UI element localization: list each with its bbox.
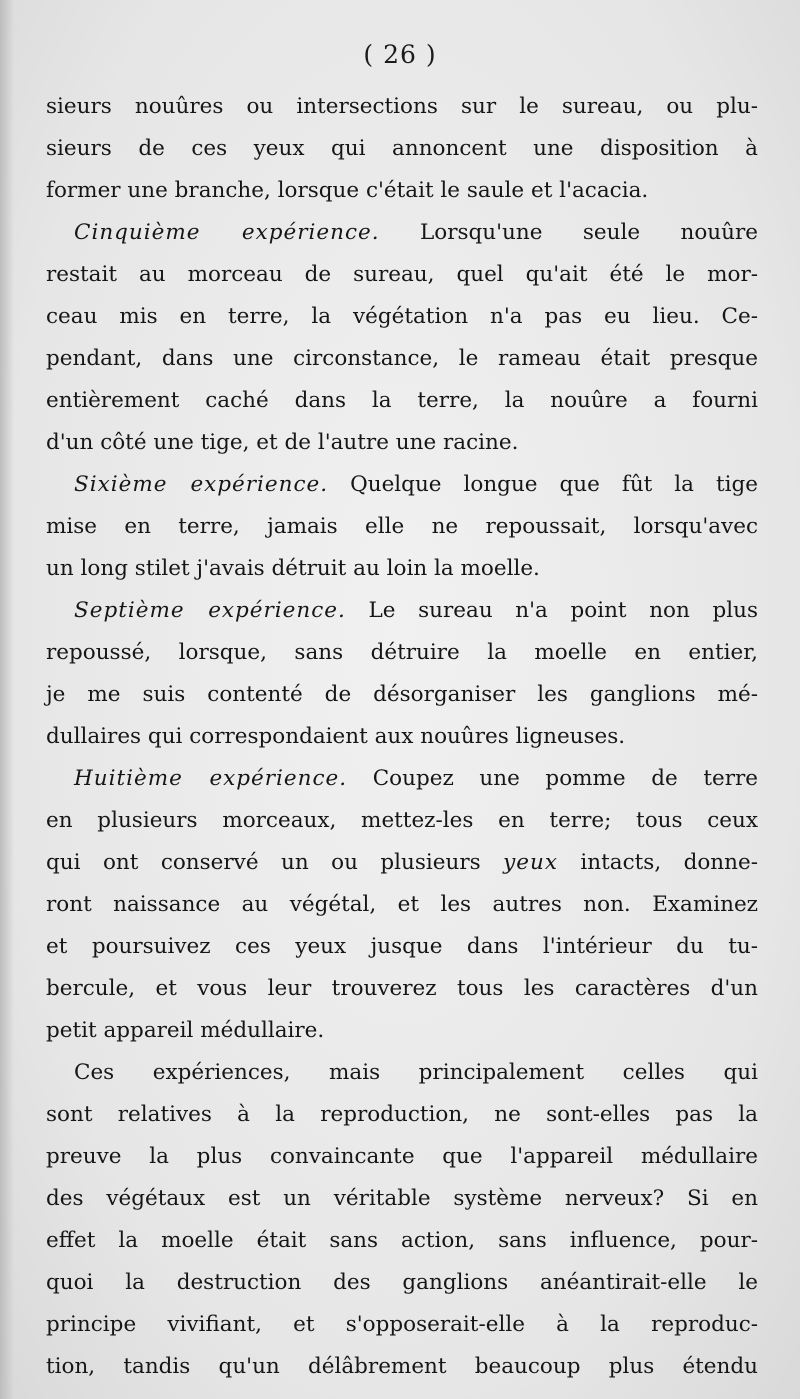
- text-line: [46, 716, 758, 758]
- text-segment: principe vivifiant, et s'opposerait-elle à la reproduc-: [46, 1312, 758, 1337]
- text-segment: Ces expériences, mais principalement celles qui: [74, 1060, 758, 1085]
- text-segment: sieurs nouûres ou intersections sur le sureau, ou plu-: [46, 94, 758, 119]
- text-segment: je me suis contenté de désorganiser les ganglions mé-: [46, 682, 758, 707]
- text-line: [46, 632, 758, 674]
- text-line: [46, 212, 758, 254]
- text-line: [46, 1178, 758, 1220]
- text-segment: repoussé, lorsque, sans détruire la moelle en entier,: [46, 640, 758, 665]
- text-segment: restait au morceau de sureau, quel qu'ait été le mor-: [46, 262, 758, 287]
- text-line: [46, 506, 758, 548]
- text-line: [46, 758, 758, 800]
- text-line: [46, 926, 758, 968]
- text-segment: effet la moelle était sans action, sans influence, pour-: [46, 1228, 758, 1253]
- text-segment: quoi la destruction des ganglions anéantirait-elle le: [46, 1270, 758, 1295]
- text-line: [46, 1262, 758, 1304]
- body-text: [46, 86, 758, 1388]
- page-edge-shadow: [0, 0, 14, 1399]
- text-line: [46, 86, 758, 128]
- text-segment: mise en terre, jamais elle ne repoussait, lorsqu'avec: [46, 514, 758, 539]
- text-segment: et poursuivez ces yeux jusque dans l'intérieur du tu-: [46, 934, 758, 959]
- text-line: [46, 1010, 758, 1052]
- italic-text: Sixième expérience.: [74, 472, 329, 497]
- page-number: ( 26 ): [363, 40, 437, 69]
- text-segment: sont relatives à la reproduction, ne sont-elles pas la: [46, 1102, 758, 1127]
- text-segment: ront naissance au végétal, et les autres non. Examinez: [46, 892, 758, 917]
- text-line: [46, 1094, 758, 1136]
- text-line: [46, 1304, 758, 1346]
- text-line: [46, 1052, 758, 1094]
- text-segment: des végétaux est un véritable système nerveux? Si en: [46, 1186, 758, 1211]
- italic-text: yeux: [503, 850, 558, 875]
- text-segment: petit appareil médullaire.: [46, 1018, 325, 1043]
- text-line: [46, 380, 758, 422]
- text-line: [46, 800, 758, 842]
- text-line: [46, 590, 758, 632]
- text-segment: ceau mis en terre, la végétation n'a pas eu lieu. Ce-: [46, 304, 758, 329]
- text-line: [46, 1346, 758, 1388]
- italic-text: Cinquième expérience.: [74, 220, 380, 245]
- text-segment: intacts, donne-: [557, 850, 758, 875]
- text-line: [46, 170, 758, 212]
- text-line: [46, 296, 758, 338]
- text-segment: entièrement caché dans la terre, la nouûre a fourni: [46, 388, 758, 413]
- text-segment: pendant, dans une circonstance, le rameau était presque: [46, 346, 758, 371]
- text-segment: Coupez une pomme de terre: [347, 766, 758, 791]
- text-line: [46, 674, 758, 716]
- text-line: [46, 548, 758, 590]
- text-segment: dullaires qui correspondaient aux nouûres ligneuses.: [46, 724, 626, 749]
- text-segment: qui ont conservé un ou plusieurs: [46, 850, 504, 875]
- text-segment: un long stilet j'avais détruit au loin la moelle.: [46, 556, 540, 581]
- text-segment: en plusieurs morceaux, mettez-les en terre; tous ceux: [46, 808, 758, 833]
- text-segment: Quelque longue que fût la tige: [328, 472, 759, 497]
- text-segment: sieurs de ces yeux qui annoncent une disposition à: [46, 136, 758, 161]
- text-line: [46, 128, 758, 170]
- text-segment: d'un côté une tige, et de l'autre une racine.: [46, 430, 519, 455]
- text-line: [46, 254, 758, 296]
- text-segment: Le sureau n'a point non plus: [345, 598, 758, 623]
- text-line: [46, 464, 758, 506]
- text-segment: bercule, et vous leur trouverez tous les caractères d'un: [46, 976, 758, 1001]
- text-segment: Lorsqu'une seule nouûre: [379, 220, 758, 245]
- text-line: [46, 968, 758, 1010]
- italic-text: Huitième expérience.: [74, 766, 348, 791]
- text-segment: tion, tandis qu'un délâbrement beaucoup plus étendu: [46, 1354, 758, 1379]
- text-segment: preuve la plus convaincante que l'appareil médullaire: [46, 1144, 758, 1169]
- text-segment: former une branche, lorsque c'était le saule et l'acacia.: [46, 178, 649, 203]
- text-line: [46, 338, 758, 380]
- text-line: [46, 1220, 758, 1262]
- text-line: [46, 884, 758, 926]
- text-line: [46, 842, 758, 884]
- italic-text: Septième expérience.: [74, 598, 346, 623]
- text-line: [46, 1136, 758, 1178]
- text-line: [46, 422, 758, 464]
